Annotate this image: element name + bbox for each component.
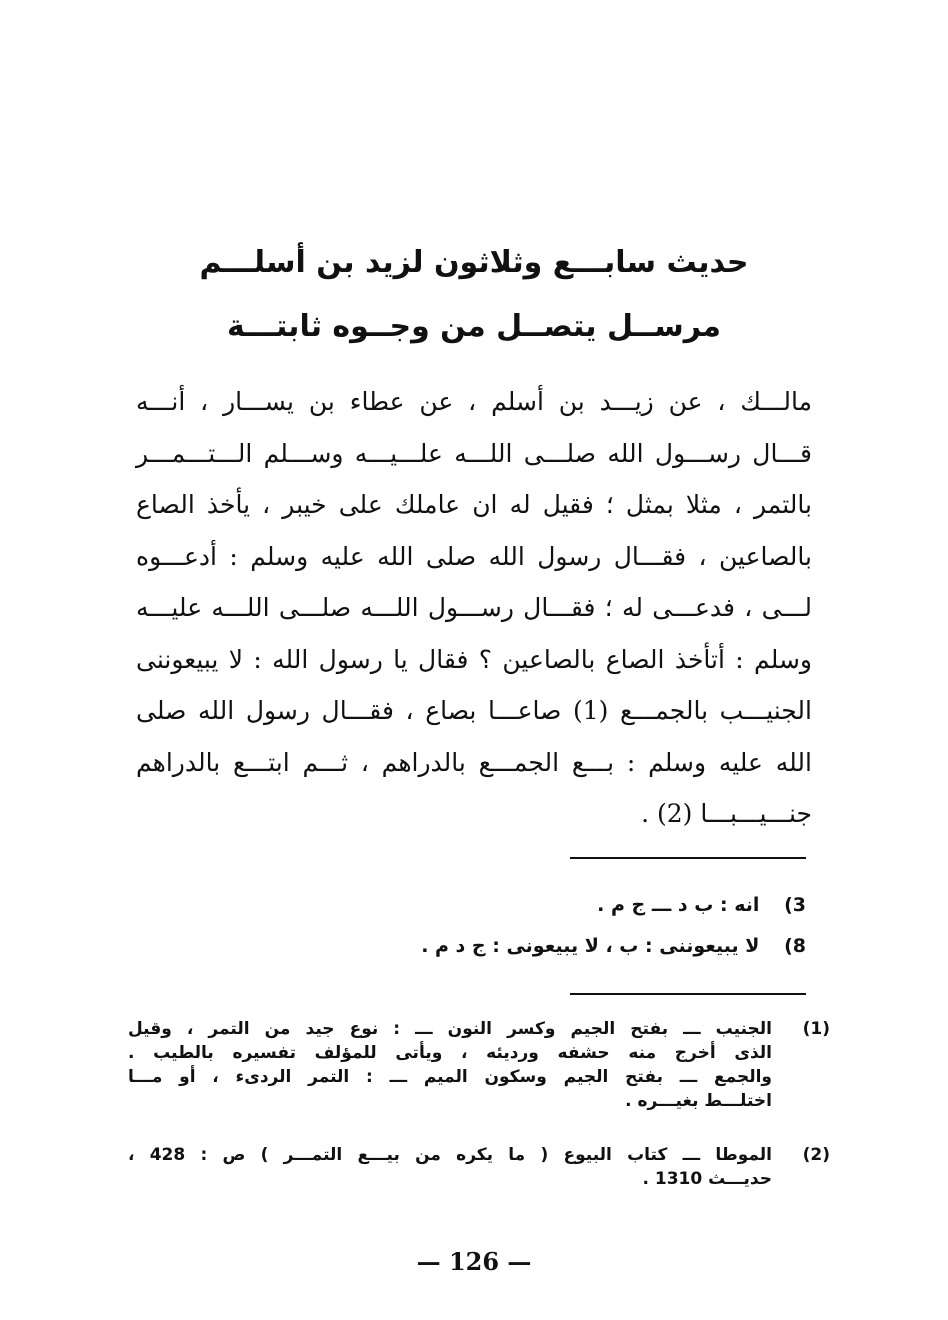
footnote-divider <box>570 993 806 995</box>
variant-text: لا يبيعوننى : ب ، لا يبيعونى : ج د م . <box>421 935 760 957</box>
variant-number: 3) <box>784 894 806 916</box>
variant-note <box>421 932 806 960</box>
chapter-title: حديث سابـــع وثلاثون لزيد بن أسلـــم <box>199 245 749 280</box>
text-line: الجنيـــب بالجمـــع (1) صاعـــا بصاع ، فقـــال رسول الله صلى <box>136 696 812 725</box>
text-line: لـــى ، فدعـــى له ؛ فقـــال رســـول اللـــه صلـــى اللـــه عليـــه <box>136 593 812 622</box>
variant-number: 8) <box>784 935 806 957</box>
text-line: وسلم : أتأخذ الصاع بالصاعين ؟ فقال يا رسول الله : لا يبيعوننى <box>136 644 812 674</box>
footnote-divider <box>570 857 806 859</box>
footnote-line: حديـــث 1310 . <box>642 1169 772 1189</box>
footnote <box>128 1017 830 1113</box>
chapter-subtitle: مرســل يتصــل من وجــوه ثابتـــة <box>226 309 722 344</box>
footnote-line: والجمع ـــ بفتح الجيم وسكون الميم ـــ : التمر الردىء ، أو مـــا <box>128 1067 772 1087</box>
footnote-number: (1) <box>802 1019 830 1039</box>
text-line: بالصاعين ، فقـــال رسول الله صلى الله عليه وسلم : أدعـــوه <box>136 541 812 571</box>
footnote-text <box>128 1143 800 1191</box>
text-line: قـــال رســـول الله صلـــى اللـــه علـــيـــه وســـلم الـــتـــمـــر <box>136 438 812 468</box>
text-line: جنـــيـــبـــا (2) . <box>641 799 812 828</box>
variant-note <box>597 891 806 919</box>
footnote <box>128 1143 830 1191</box>
footnote-text <box>128 1017 800 1113</box>
footnote-line: الموطا ـــ كتاب البيوع ( ما يكره من بيـــع التمـــر ) ص : 428 ، <box>128 1145 772 1165</box>
footnote-line: الذى أخرج منه حشفه ورديئه ، ويأتى للمؤلف تفسيره بالطيب . <box>128 1043 772 1063</box>
text-line: الله عليه وسلم : بـــع الجمـــع بالدراهم ، ثـــم ابتـــع بالدراهم <box>136 747 812 777</box>
main-text <box>136 376 812 840</box>
variant-text: انه : ب د ـــ ج م . <box>597 894 760 916</box>
page-number: — 126 — <box>416 1247 532 1276</box>
text-line: بالتمر ، مثلا بمثل ؛ فقيل له ان عاملك على خيبر ، يأخذ الصاع <box>136 490 812 519</box>
footnote-line: اختلـــط بغيـــره . <box>625 1091 772 1111</box>
footnote-number: (2) <box>802 1145 830 1165</box>
text-line: مالـــك ، عن زيـــد بن أسلم ، عن عطاء بن يســـار ، أنـــه <box>136 387 812 416</box>
footnote-line: الجنيب ـــ بفتح الجيم وكسر النون ـــ : نوع جيد من التمر ، وقيل <box>128 1019 772 1039</box>
